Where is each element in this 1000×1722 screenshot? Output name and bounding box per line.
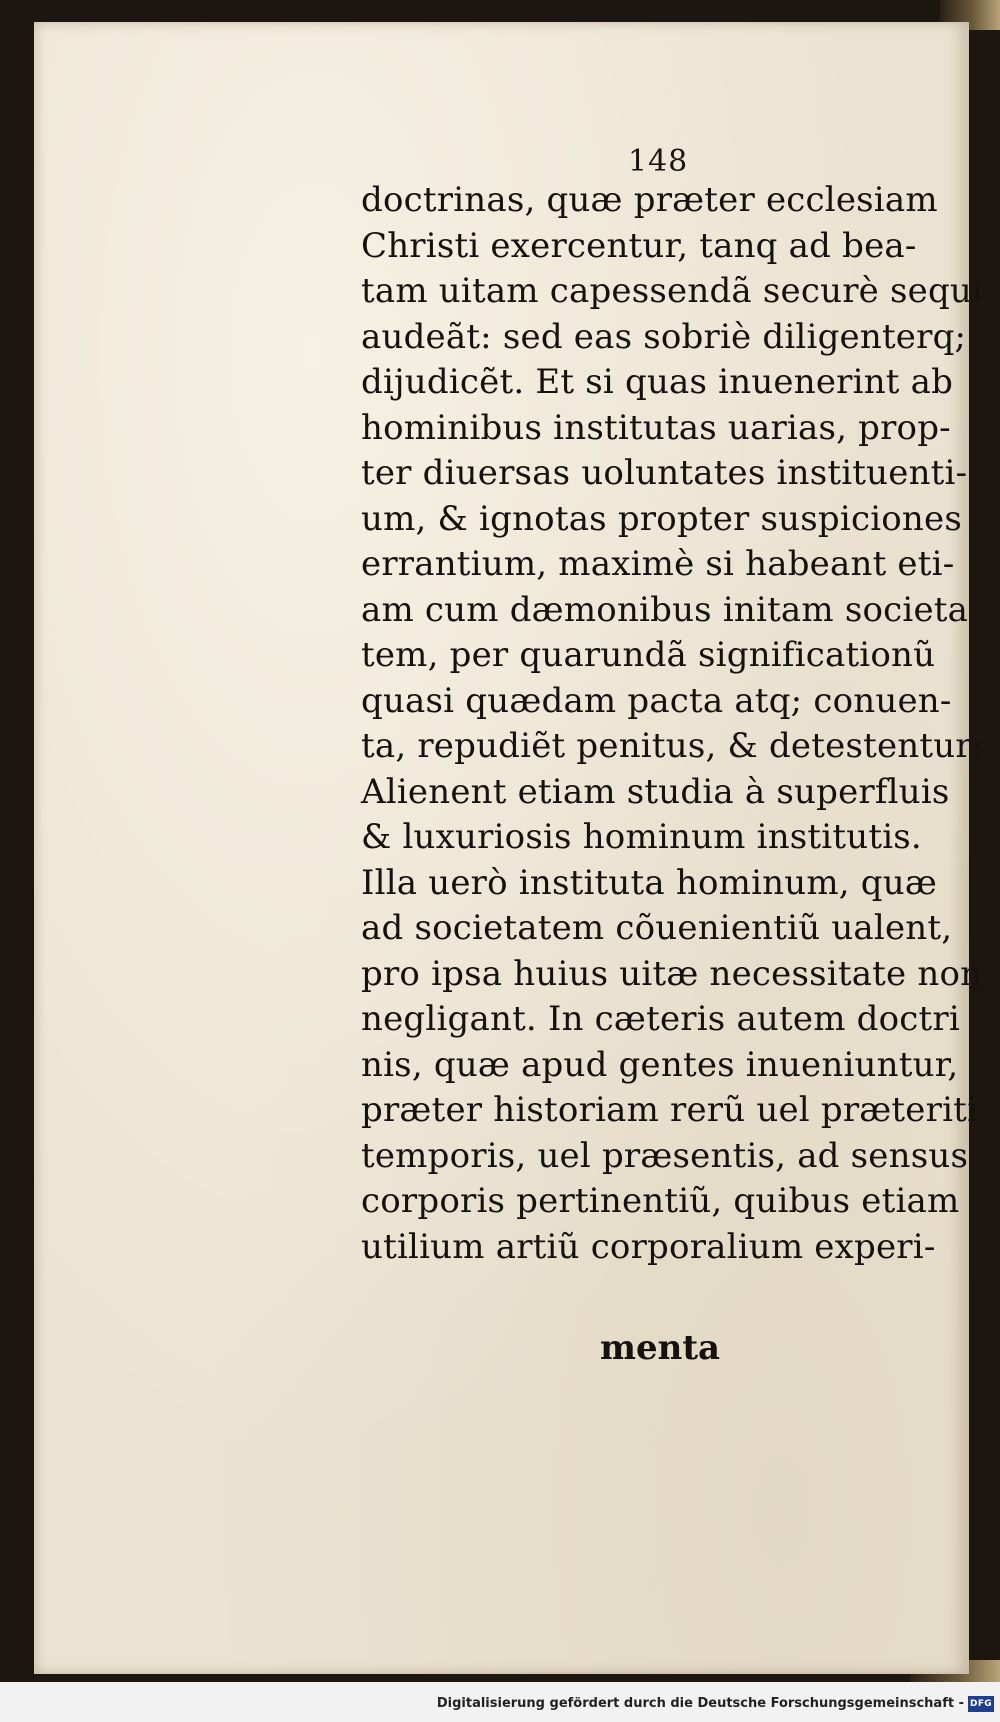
catchword: menta xyxy=(600,1328,721,1368)
text-line: hominibus institutas uarias, prop- xyxy=(361,408,951,448)
text-line: Alienent etiam studia à superfluis xyxy=(361,772,950,812)
page-number: 148 xyxy=(628,144,689,179)
text-line: nis, quæ apud gentes inueniuntur, xyxy=(361,1045,959,1085)
text-line: utilium artiũ corporalium experi- xyxy=(361,1227,936,1267)
book-page xyxy=(34,22,984,1674)
text-line: Illa uerò instituta hominum, quæ xyxy=(361,863,938,903)
footer-credit: Digitalisierung gefördert durch die Deutsche Forschungsgemeinschaft - xyxy=(436,1696,964,1711)
text-line: doctrinas, quæ præter ecclesiam xyxy=(361,180,938,220)
text-line: am cum dæmonibus initam societa xyxy=(361,590,969,630)
dfg-logo-icon: DFG xyxy=(968,1696,994,1712)
text-line: audeãt: sed eas sobriè diligenterq; xyxy=(361,317,967,357)
text-line: Christi exercentur, tanq ad bea- xyxy=(361,226,917,266)
text-line: errantium, maximè si habeant eti- xyxy=(361,544,955,584)
text-line: tem, per quarundã significationũ xyxy=(361,635,936,675)
text-line: um, & ignotas propter suspiciones xyxy=(361,499,963,539)
text-line: præter historiam rerũ uel præteriti xyxy=(361,1090,979,1130)
text-line: quasi quædam pacta atq; conuen- xyxy=(361,681,952,721)
text-line: ad societatem cõuenientiũ ualent, xyxy=(361,908,953,948)
text-line: corporis pertinentiũ, quibus etiam xyxy=(361,1181,960,1221)
text-line: ter diuersas uoluntates instituenti- xyxy=(361,453,968,493)
text-line: negligant. In cæteris autem doctri xyxy=(361,999,960,1039)
text-line: tam uitam capessendã securè sequi xyxy=(361,271,984,311)
text-line: ta, repudiẽt penitus, & detestentur: xyxy=(361,726,984,766)
text-line: dijudicẽt. Et si quas inuenerint ab xyxy=(361,362,954,402)
text-line: pro ipsa huius uitæ necessitate non xyxy=(361,954,983,994)
text-line: & luxuriosis hominum institutis. xyxy=(361,817,922,857)
text-line: temporis, uel præsentis, ad sensus xyxy=(361,1136,969,1176)
footer-bar xyxy=(0,1682,1000,1722)
